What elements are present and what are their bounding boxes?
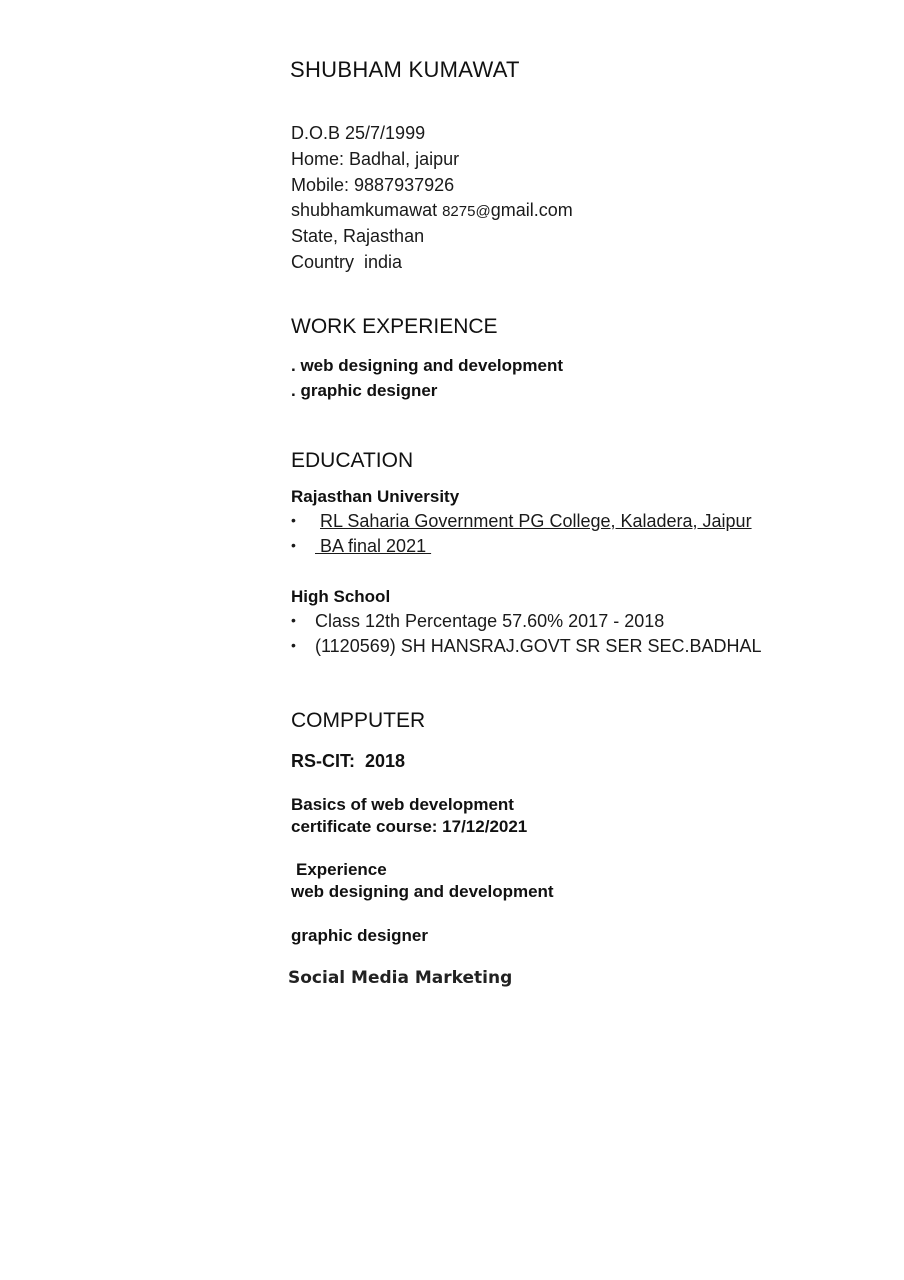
school-name-text: (1120569) SH HANSRAJ.GOVT SR SER SEC.BADHAL bbox=[315, 636, 762, 656]
list-item bbox=[291, 636, 761, 657]
high-school-title: High School bbox=[291, 587, 391, 606]
experience-label: Experience bbox=[296, 860, 387, 879]
rscit-line: RS-CIT: 2018 bbox=[291, 751, 406, 771]
email-user: shubhamkumawat bbox=[291, 200, 438, 220]
graphic-designer-line: graphic designer bbox=[291, 926, 428, 945]
course-line-1: Basics of web development bbox=[291, 795, 514, 814]
education-heading: EDUCATION bbox=[291, 449, 414, 472]
degree-link: BA final 2021 bbox=[315, 536, 432, 556]
bullet-icon: • bbox=[291, 612, 296, 628]
bullet-icon: • bbox=[291, 512, 296, 528]
course-line-2: certificate course: 17/12/2021 bbox=[291, 817, 528, 836]
mobile-line: Mobile: 9887937926 bbox=[291, 175, 455, 195]
email-domain: gmail.com bbox=[490, 200, 573, 220]
work-item: . web designing and development bbox=[291, 356, 564, 375]
resume-name: SHUBHAM KUMAWAT bbox=[290, 57, 520, 82]
bullet-icon: • bbox=[291, 637, 296, 653]
state-line: State, Rajasthan bbox=[291, 226, 425, 246]
list-item bbox=[291, 536, 431, 557]
bullet-icon: • bbox=[291, 537, 296, 553]
country-line: Country india bbox=[291, 252, 403, 272]
dob-line: D.O.B 25/7/1999 bbox=[291, 123, 426, 143]
list-item bbox=[291, 511, 752, 532]
email-line bbox=[291, 200, 573, 221]
social-media-line: Social Media Marketing bbox=[288, 968, 513, 988]
email-number: 8275@ bbox=[442, 203, 491, 220]
home-line: Home: Badhal, jaipur bbox=[291, 149, 460, 169]
university-title: Rajasthan University bbox=[291, 487, 460, 506]
college-link: RL Saharia Government PG College, Kaladera, Jaipur bbox=[320, 511, 752, 531]
class12-text: Class 12th Percentage 57.60% 2017 - 2018 bbox=[315, 611, 665, 631]
computer-heading: COMPPUTER bbox=[291, 709, 426, 732]
experience-item: web designing and development bbox=[291, 882, 554, 901]
work-experience-heading: WORK EXPERIENCE bbox=[291, 315, 498, 338]
list-item bbox=[291, 611, 664, 632]
work-item: . graphic designer bbox=[291, 381, 438, 400]
